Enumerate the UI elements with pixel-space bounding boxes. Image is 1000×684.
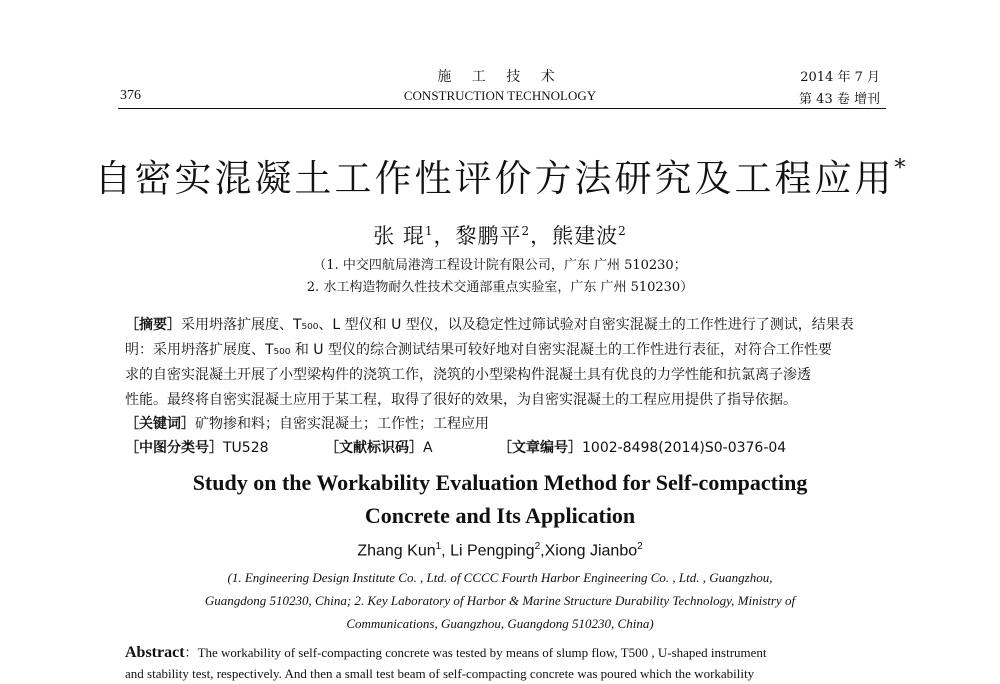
abstract-en-text-1: The workability of self-compacting concrete was tested by means of slump flow, T500 , U-shaped instrument	[197, 645, 767, 660]
page-number: 376	[120, 88, 141, 103]
keywords-cn-text: 矿物掺和料；自密实混凝土；工作性；工程应用	[195, 416, 489, 432]
affiliation-en-line-3: Communications, Guangzhou, Guangdong 510230, China)	[346, 616, 654, 631]
abstract-en-sep: ：	[184, 645, 198, 660]
title-en-line-2: Concrete and Its Application	[364, 503, 636, 528]
abstract-cn-line-1	[125, 314, 885, 336]
author-en-1-affil: 1	[435, 541, 442, 552]
author-en-3: Xiong Jianbo	[544, 542, 638, 560]
issue-volume: 第 43 卷 增刊	[799, 92, 880, 107]
author-cn-3-affil: 2	[618, 224, 627, 238]
authors-cn	[0, 220, 1000, 250]
author-cn-1: 张 琨	[373, 224, 425, 248]
journal-name-en: CONSTRUCTION TECHNOLOGY	[403, 88, 597, 103]
title-cn	[0, 148, 1000, 202]
title-footnote-mark: *	[894, 156, 906, 181]
header-rule	[118, 108, 886, 109]
author-en-2: Li Pengping	[450, 542, 535, 560]
doc-code-value: A	[423, 440, 433, 456]
author-sep: ，	[530, 224, 553, 248]
affiliation-en-line-1: (1. Engineering Design Institute Co. , Ltd. of CCCC Fourth Harbor Engineering Co. , Ltd. , Guangzhou,	[227, 570, 773, 585]
author-en-2-affil: 2	[534, 541, 541, 552]
affiliation-en-line-2: Guangdong 510230, China; 2. Key Laboratory of Harbor & Marine Structure Durability Technology, Ministry of	[204, 593, 796, 608]
abstract-cn-label: ［摘要］	[125, 317, 181, 333]
author-cn-2: 黎鹏平	[455, 224, 522, 248]
author-cn-3: 熊建波	[552, 224, 619, 248]
issue-date: 2014 年 7 月	[800, 70, 880, 85]
clc-label: ［中图分类号］	[125, 440, 223, 456]
article-no-value: 1002-8498(2014)S0-0376-04	[582, 440, 787, 456]
authors-en: Zhang Kun$^1$, Li Pengping$^2$,Xiong Jianbo$^2$	[357, 541, 643, 560]
title-cn-text: 自密实混凝土工作性评价方法研究及工程应用	[94, 157, 895, 200]
journal-name-cn: 施 工 技 术	[437, 69, 563, 85]
abstract-cn-line-2: 明：采用坍落扩展度、T₅₀₀ 和 U 型仪的综合测试结果可较好地对自密实混凝土的工作性进行表征，对符合工作性要	[125, 342, 832, 358]
author-cn-2-affil: 2	[521, 224, 531, 238]
abstract-en-line-2: and stability test, respectively. And then a small test beam of self-compacting concrete was poured which the workability	[125, 666, 755, 681]
abstract-en-line-1	[125, 642, 885, 662]
clc-value: TU528	[223, 440, 269, 456]
author-cn-1-affil: 1	[424, 224, 434, 238]
abstract-cn-text-1: 采用坍落扩展度、T₅₀₀、L 型仪和 U 型仪，以及稳定性过筛试验对自密实混凝土的工作性进行了测试，结果表	[181, 317, 854, 333]
article-no-label: ［文章编号］	[498, 440, 582, 456]
affiliation-cn-2: 2. 水工构造物耐久性技术交通部重点实验室，广东 广州 510230）	[306, 280, 694, 295]
author-sep: ，	[433, 224, 456, 248]
doc-code-label: ［文献标识码］	[325, 440, 423, 456]
keywords-cn	[125, 413, 885, 435]
abstract-en-label: Abstract	[125, 644, 185, 661]
author-en-1: Zhang Kun	[357, 542, 436, 560]
abstract-cn-line-3: 求的自密实混凝土开展了小型梁构件的浇筑工作，浇筑的小型梁构件混凝土具有优良的力学性能和抗氯离子渗透	[125, 367, 811, 383]
title-en-line-1: Study on the Workability Evaluation Method for Self-compacting	[192, 470, 808, 495]
article-no-field	[498, 437, 786, 459]
doc-code-field	[325, 437, 433, 459]
affiliation-cn-1: （1. 中交四航局港湾工程设计院有限公司，广东 广州 510230；	[313, 258, 687, 273]
keywords-cn-label: ［关键词］	[125, 416, 195, 432]
author-en-3-affil: 2	[637, 541, 643, 552]
abstract-cn-line-4: 性能。最终将自密实混凝土应用于某工程，取得了很好的效果，为自密实混凝土的工程应用提供了指导依据。	[125, 392, 797, 408]
